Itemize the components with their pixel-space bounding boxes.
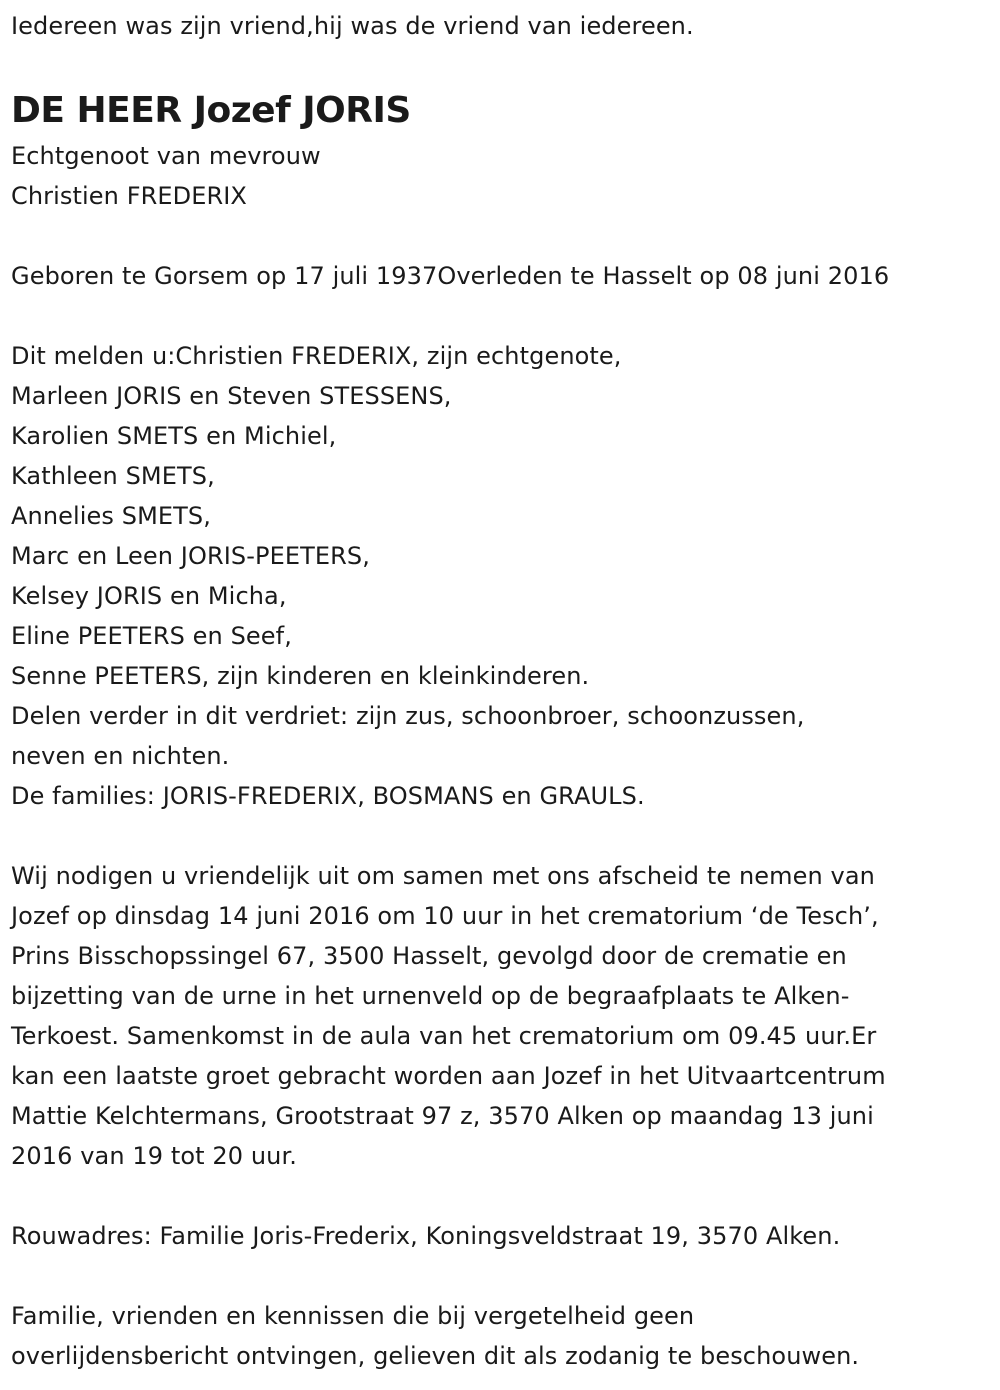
announcer-line: Delen verder in dit verdriet: zijn zus, schoonbroer, schoonzussen, — [11, 702, 805, 730]
announcer-line: Kathleen SMETS, — [11, 462, 215, 490]
spacer — [11, 1256, 991, 1296]
announcer-line: Eline PEETERS en Seef, — [11, 622, 292, 650]
announcer-line: De families: JORIS-FREDERIX, BOSMANS en GRAULS. — [11, 782, 645, 810]
closing-line: overlijdensbericht ontvingen, gelieven dit als zodanig te beschouwen. — [11, 1342, 860, 1370]
deceased-name: DE HEER Jozef JORIS — [11, 90, 411, 131]
mourning-address: Rouwadres: Familie Joris-Frederix, Koningsveldstraat 19, 3570 Alken. — [11, 1222, 841, 1250]
ceremony-line: kan een laatste groet gebracht worden aan Jozef in het Uitvaartcentrum — [11, 1062, 886, 1090]
spouse-line: Echtgenoot van mevrouw — [11, 142, 321, 170]
spacer — [11, 296, 991, 336]
announcer-line: Karolien SMETS en Michiel, — [11, 422, 337, 450]
motto: Iedereen was zijn vriend,hij was de vriend van iedereen. — [11, 12, 694, 40]
ceremony-line: Mattie Kelchtermans, Grootstraat 97 z, 3570 Alken op maandag 13 juni — [11, 1102, 874, 1130]
spacer — [11, 216, 991, 256]
ceremony-line: Terkoest. Samenkomst in de aula van het crematorium om 09.45 uur.Er — [11, 1022, 877, 1050]
announcer-line: Marleen JORIS en Steven STESSENS, — [11, 382, 452, 410]
spacer — [11, 46, 991, 86]
ceremony-line: Wij nodigen u vriendelijk uit om samen met ons afscheid te nemen van — [11, 862, 875, 890]
ceremony-line: bijzetting van de urne in het urnenveld op de begraafplaats te Alken- — [11, 982, 850, 1010]
announcer-line: Senne PEETERS, zijn kinderen en kleinkinderen. — [11, 662, 590, 690]
spouse-line: Christien FREDERIX — [11, 182, 247, 210]
ceremony-line: Prins Bisschopssingel 67, 3500 Hasselt, gevolgd door de crematie en — [11, 942, 847, 970]
announcer-line: Kelsey JORIS en Micha, — [11, 582, 287, 610]
spacer — [11, 1176, 991, 1216]
announcer-line: neven en nichten. — [11, 742, 230, 770]
spacer — [11, 816, 991, 856]
ceremony-line: Jozef op dinsdag 14 juni 2016 om 10 uur in het crematorium ‘de Tesch’, — [11, 902, 879, 930]
birth-death-line: Geboren te Gorsem op 17 juli 1937Overleden te Hasselt op 08 juni 2016 — [11, 262, 890, 290]
announcer-line: Dit melden u:Christien FREDERIX, zijn echtgenote, — [11, 342, 622, 370]
ceremony-line: 2016 van 19 tot 20 uur. — [11, 1142, 297, 1170]
death-notice — [11, 6, 991, 1376]
announcer-line: Marc en Leen JORIS-PEETERS, — [11, 542, 370, 570]
announcer-line: Annelies SMETS, — [11, 502, 211, 530]
closing-line: Familie, vrienden en kennissen die bij vergetelheid geen — [11, 1302, 695, 1330]
